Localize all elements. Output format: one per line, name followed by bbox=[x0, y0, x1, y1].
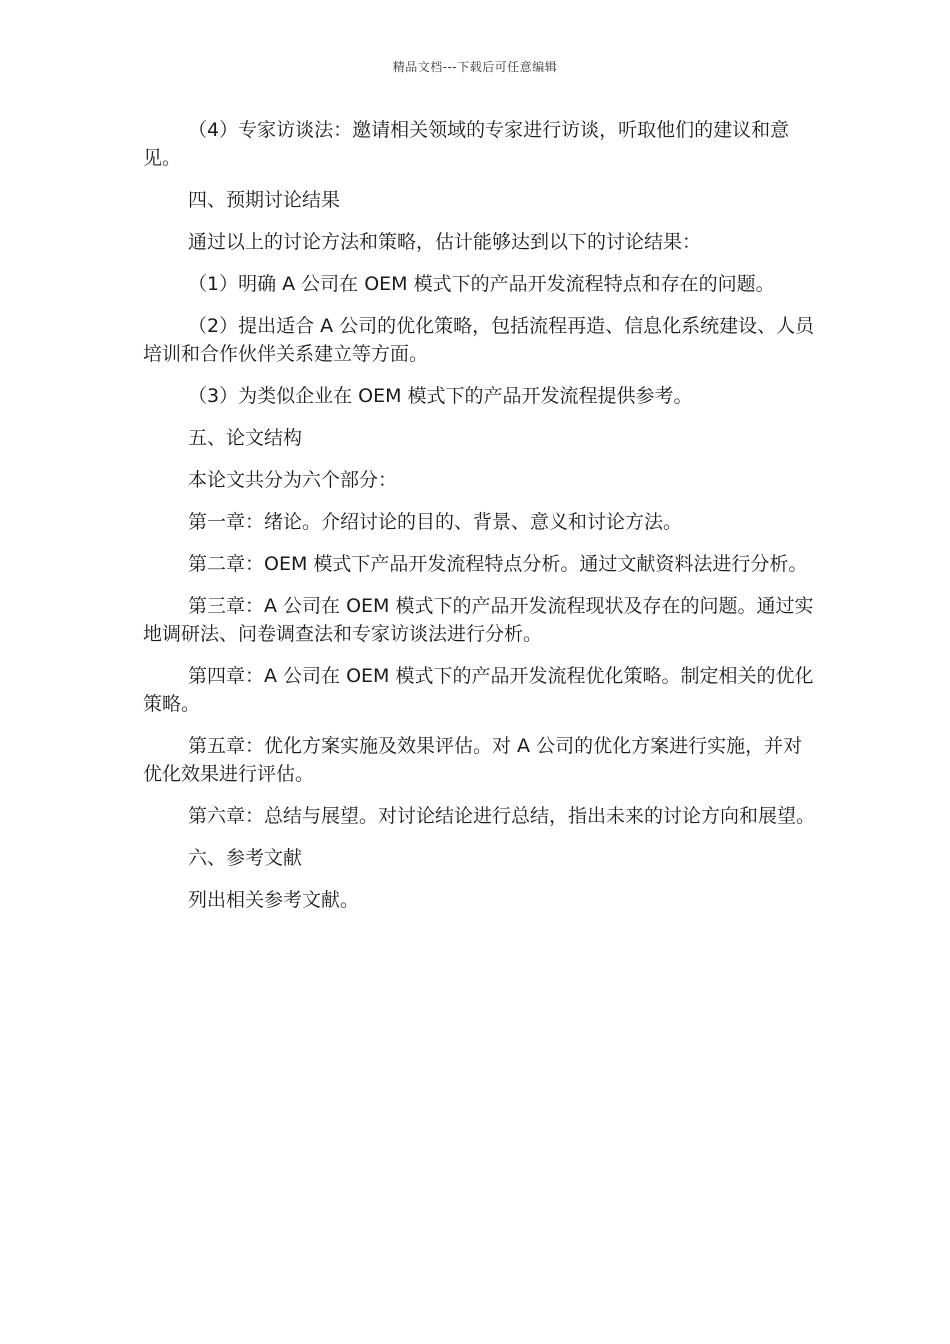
paragraph-chapter-3: 第三章：A 公司在 OEM 模式下的产品开发流程现状及存在的问题。通过实地调研法、问卷调查法和专家访谈法进行分析。 bbox=[143, 595, 814, 645]
paragraph-chapter-1: 第一章：绪论。介绍讨论的目的、背景、意义和讨论方法。 bbox=[188, 511, 683, 533]
paragraph-results-intro: 通过以上的讨论方法和策略，估计能够达到以下的讨论结果： bbox=[188, 231, 702, 253]
paragraph-chapter-5: 第五章：优化方案实施及效果评估。对 A 公司的优化方案进行实施，并对优化效果进行评估。 bbox=[143, 735, 803, 785]
paragraph-chapter-4: 第四章：A 公司在 OEM 模式下的产品开发流程优化策略。制定相关的优化策略。 bbox=[143, 665, 814, 715]
section-heading-expected-results: 四、预期讨论结果 bbox=[188, 189, 341, 211]
section-heading-thesis-structure: 五、论文结构 bbox=[188, 427, 303, 449]
paragraph-structure-intro: 本论文共分为六个部分： bbox=[188, 469, 398, 491]
section-heading-references: 六、参考文献 bbox=[188, 847, 303, 869]
paragraph-chapter-2: 第二章：OEM 模式下产品开发流程特点分析。通过文献资料法进行分析。 bbox=[188, 553, 808, 575]
document-body bbox=[143, 116, 818, 928]
paragraph-result-3: （3）为类似企业在 OEM 模式下的产品开发流程提供参考。 bbox=[188, 385, 693, 407]
page-header: 精品文档---下载后可任意编辑 bbox=[392, 60, 558, 74]
paragraph-result-1: （1）明确 A 公司在 OEM 模式下的产品开发流程特点和存在的问题。 bbox=[188, 273, 775, 295]
paragraph-result-2: （2）提出适合 A 公司的优化策略，包括流程再造、信息化系统建设、人员培训和合作伙伴关系建立等方面。 bbox=[143, 315, 815, 365]
paragraph-chapter-6: 第六章：总结与展望。对讨论结论进行总结，指出未来的讨论方向和展望。 bbox=[188, 805, 816, 827]
paragraph-references: 列出相关参考文献。 bbox=[188, 889, 360, 911]
paragraph-expert-interview: （4）专家访谈法：邀请相关领域的专家进行访谈，听取他们的建议和意见。 bbox=[143, 119, 790, 169]
